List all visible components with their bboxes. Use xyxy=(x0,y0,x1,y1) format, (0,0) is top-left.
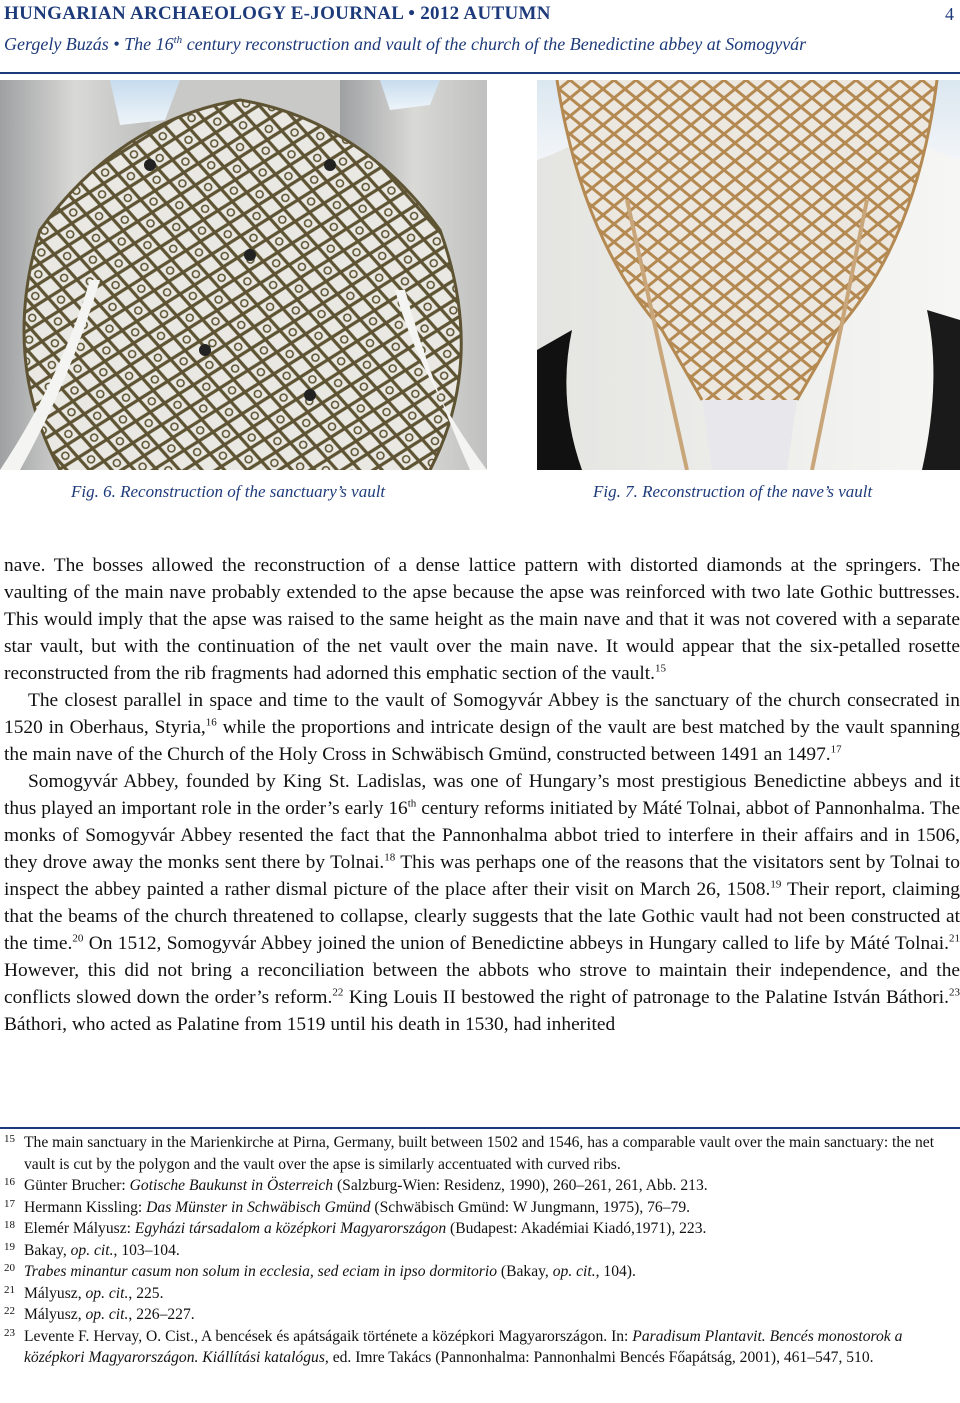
footnote-italic: Egyházi társadalom a középkori Magyarországon xyxy=(134,1220,447,1237)
subtitle-sup: th xyxy=(173,34,183,46)
footnote-17 xyxy=(4,1197,958,1219)
text-run: On 1512, Somogyvár Abbey joined the union of Benedictine abbeys in Hungary called to life by Máté Tolnai. xyxy=(83,933,949,954)
footnote-italic: op. cit. xyxy=(552,1263,596,1280)
footnote-number: 16 xyxy=(4,1176,15,1188)
subtitle-pre: Gergely Buzás • The 16 xyxy=(4,34,174,54)
figure-sanctuary-vault xyxy=(0,80,487,470)
paragraph-1 xyxy=(4,552,960,687)
footnote-text: , ed. Imre Takács (Pannonhalma: Pannonhalmi Bencés Főapátság, 2001), 461–547, 510. xyxy=(324,1349,874,1366)
nave-vault-image xyxy=(537,80,960,470)
header-rule xyxy=(0,72,960,74)
running-header xyxy=(0,3,960,25)
footnote-22 xyxy=(4,1304,958,1326)
footnote-ref-17[interactable]: 17 xyxy=(830,743,842,756)
footnote-text: (Bakay, xyxy=(497,1263,553,1280)
footnote-number: 18 xyxy=(4,1219,15,1231)
footnote-text: Mályusz, xyxy=(24,1306,86,1323)
footnote-text: Levente F. Hervay, O. Cist., A bencések és apátságaik története a középkori Magyarországon. In: xyxy=(24,1327,633,1345)
footnote-text: , 225. xyxy=(128,1284,164,1302)
text-run: However, this did not bring a reconciliation between the abbots who strove to maintain their independence, and the conflicts slowed down the order’s reform. xyxy=(4,960,960,1008)
text-run: Their report, claiming that the beams of the church threatened to collapse, clearly suggests that the late Gothic vault had not been constructed at the time. xyxy=(4,879,960,954)
text-run: century reforms initiated by Máté Tolnai, abbot of Pannonhalma. The monks of Somogyvár Abbey resented the fact that the Pannonhalma abbot tried to interfere in their affairs and in 1506, they drove away the monks sent there by Tolnai. xyxy=(4,798,960,873)
footnotes xyxy=(4,1132,958,1369)
footnote-text: Elemér Mályusz: xyxy=(24,1220,135,1237)
subtitle-post: century reconstruction and vault of the church of the Benedictine abbey at Somogyvár xyxy=(182,34,807,54)
footnote-18 xyxy=(4,1218,958,1240)
footnote-number: 20 xyxy=(4,1262,15,1274)
footnote-italic: Trabes minantur casum non solum in ecclesia, sed eciam in ipso dormitorio xyxy=(24,1263,497,1280)
text-run: Báthori, who acted as Palatine from 1519 until his death in 1530, had inherited xyxy=(4,1014,616,1035)
footnote-23 xyxy=(4,1326,958,1369)
footnote-ref-16[interactable]: 16 xyxy=(205,716,217,729)
footnote-number: 17 xyxy=(4,1197,15,1210)
sanctuary-vault-image xyxy=(0,80,487,470)
footnote-ref-20[interactable]: 20 xyxy=(72,932,84,945)
footnote-19 xyxy=(4,1240,958,1262)
footnote-italic: op. cit. xyxy=(85,1284,129,1302)
footnote-text: (Budapest: Akadémiai Kiadó,1971), 223. xyxy=(446,1220,707,1237)
footnote-number: 22 xyxy=(4,1305,15,1317)
footnote-italic: op. cit. xyxy=(70,1241,114,1259)
footnote-number: 19 xyxy=(4,1240,15,1253)
text-run: King Louis II bestowed the right of patronage to the Palatine István Báthori. xyxy=(343,987,949,1008)
footnote-15 xyxy=(4,1132,958,1175)
footnote-ref-22[interactable]: 22 xyxy=(332,986,344,999)
footnote-text: , 103–104. xyxy=(113,1241,180,1259)
footnote-number: 15 xyxy=(4,1133,15,1145)
footnote-text: , 104). xyxy=(595,1263,636,1280)
footnote-text: Bakay, xyxy=(24,1241,71,1259)
text-run: Somogyvár Abbey, founded by King St. Ladislas, was one of Hungary’s most prestigious Benedictine abbeys and it thus played an important role in the order’s early 16 xyxy=(4,771,960,819)
footnote-text: The main sanctuary in the Marienkirche at Pirna, Germany, built between 1502 and 1546, has a comparable vault over the main sanctuary: the net vault is cut by the polygon and the vault over the apse is similarly accentuated with curved ribs. xyxy=(24,1134,935,1173)
footnote-20 xyxy=(4,1261,958,1283)
text-run: nave. The bosses allowed the reconstruction of a dense lattice pattern with distorted diamonds at the springers. The vaulting of the main nave probably extended to the apse because the apse was reinforced with two late Gothic buttresses. This would imply that the apse was raised to the same height as the main nave and that it was not covered with a separate star vault, but with the continuation of the net vault over the main nave. It would appear that the six-petalled rosette reconstructed from the rib fragments had adorned this emphatic section of the vault. xyxy=(4,555,960,684)
footnote-italic: Gotische Baukunst in Österreich xyxy=(129,1177,334,1194)
footnote-italic: Das Münster in Schwäbisch Gmünd xyxy=(146,1198,371,1216)
footnote-text: (Schwäbisch Gmünd: W Jungmann, 1975), 76–79. xyxy=(370,1198,691,1216)
text-run: The closest parallel in space and time to the vault of Somogyvár Abbey is the sanctuary of the church consecrated in 1520 in Oberhaus, Styria, xyxy=(4,690,960,738)
superscript-th: th xyxy=(407,797,417,810)
journal-title: HUNGARIAN ARCHAEOLOGY E-JOURNAL • 2012 AUTUMN xyxy=(4,3,551,24)
footnote-ref-15[interactable]: 15 xyxy=(655,662,666,675)
footnote-text: Mályusz, xyxy=(24,1284,86,1302)
text-run: This was perhaps one of the reasons that the visitators sent by Tolnai to inspect the abbey painted a rather dismal picture of the place after their visit on March 26, 1508. xyxy=(4,852,960,900)
footnote-italic: op. cit. xyxy=(85,1306,129,1323)
footnote-ref-23[interactable]: 23 xyxy=(949,986,960,999)
footnote-ref-18[interactable]: 18 xyxy=(384,851,396,864)
text-run: while the proportions and intricate design of the vault are best matched by the vault spanning the main nave of the Church of the Holy Cross in Schwäbisch Gmünd, constructed between 1491 an 1497. xyxy=(4,717,960,765)
article-subtitle xyxy=(4,34,806,55)
footnote-16 xyxy=(4,1175,958,1197)
figure-6-caption: Fig. 6. Reconstruction of the sanctuary’s vault xyxy=(71,482,386,501)
body-text xyxy=(4,552,960,1038)
figure-7-caption: Fig. 7. Reconstruction of the nave’s vault xyxy=(593,482,873,501)
footnote-text: (Salzburg-Wien: Residenz, 1990), 260–261, 261, Abb. 213. xyxy=(333,1177,708,1194)
footnote-text: , 226–227. xyxy=(128,1306,195,1323)
footnote-text: Hermann Kissling: xyxy=(24,1198,147,1216)
footnote-ref-19[interactable]: 19 xyxy=(770,878,782,891)
paragraph-3 xyxy=(4,768,960,1038)
page-number: 4 xyxy=(945,4,954,24)
footnote-21 xyxy=(4,1283,958,1305)
paragraph-2 xyxy=(4,687,960,768)
footnote-text: Günter Brucher: xyxy=(24,1177,130,1194)
figure-nave-vault xyxy=(537,80,960,470)
footnote-ref-21[interactable]: 21 xyxy=(949,932,960,945)
footnote-number: 21 xyxy=(4,1283,15,1296)
footnote-number: 23 xyxy=(4,1326,15,1339)
footnote-italic: Paradisum Plantavit. Bencés monostorok a középkori Magyarországon. Kiállítási katalógus xyxy=(24,1327,903,1366)
footnote-rule xyxy=(0,1127,960,1129)
